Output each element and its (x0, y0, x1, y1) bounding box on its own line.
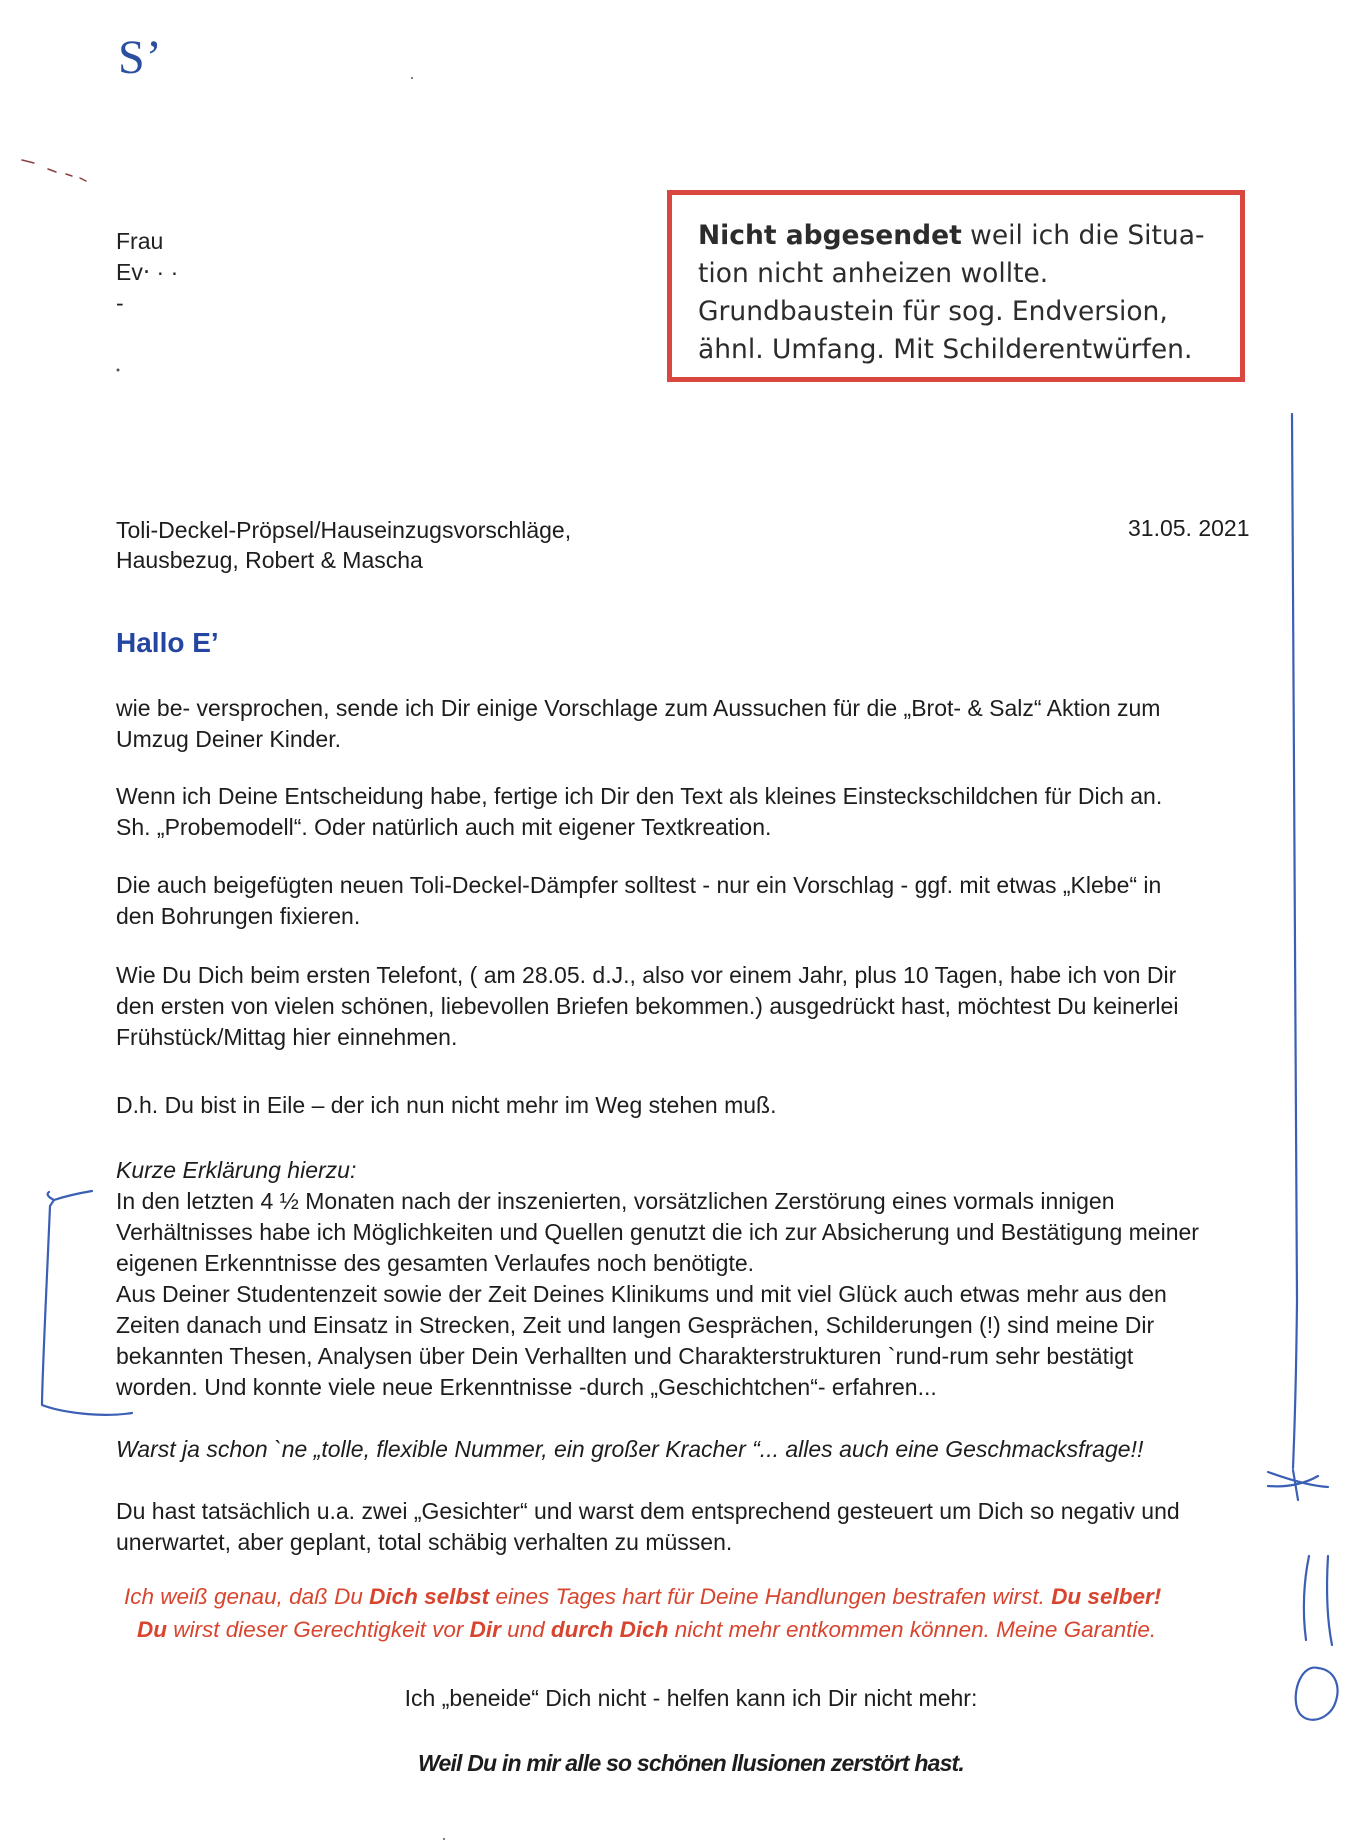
letter-date: 31.05. 2021 (1128, 515, 1250, 541)
paragraph-line: Verhältnisses habe ich Möglichkeiten und Quellen genutzt die ich zur Absicherung und Bestätigung meiner (116, 1219, 1199, 1245)
paragraph-line: bekannten Thesen, Analysen über Dein Verhallten und Charakterstrukturen `rund-rum sehr bestätigt (116, 1343, 1134, 1369)
warning-emphasis: Dir (469, 1617, 501, 1642)
bracket-tick-mark (48, 1192, 54, 1200)
warning-emphasis: durch Dich (550, 1617, 669, 1642)
recipient-line-1: Frau (116, 228, 164, 254)
closing-line-2: Weil Du in mir alle so schönen llusionen zerstört hast. (417, 1750, 965, 1776)
paragraph-line: Sh. „Probemodell“. Oder natürlich auch mit eigener Textkreation. (116, 814, 772, 840)
warning-emphasis: Dich selbst (369, 1584, 490, 1609)
paragraph-line: Wie Du Dich beim ersten Telefont, ( am 28.05. d.J., also vor einem Jahr, plus 10 Tagen, habe ich von Dir (116, 962, 1177, 988)
paragraph-line: Wenn ich Deine Entscheidung habe, fertige ich Dir den Text als kleines Einsteckschildchen für Dich an. (116, 783, 1163, 809)
recipient-line-3: - (116, 290, 124, 316)
subject-line-2: Hausbezug, Robert & Mascha (116, 547, 423, 573)
stamp-bold: Nicht abgesendet (698, 220, 962, 251)
paragraph-line: wie be- versprochen, sende ich Dir einige Vorschlage zum Aussuchen für die „Brot- & Salz“ Aktion zum (116, 695, 1161, 721)
margin-line-mark (1292, 414, 1297, 1468)
paragraph-line: worden. Und konnte viele neue Erkenntnisse -durch „Geschichtchen“- erfahren... (116, 1374, 937, 1400)
paragraph-line: eigenen Erkenntnisse des gesamten Verlaufes noch benötigte. (116, 1250, 755, 1276)
paragraph-line: unerwartet, aber geplant, total schäbig verhalten zu müssen. (116, 1529, 733, 1555)
paragraph-line: den Bohrungen fixieren. (116, 903, 361, 929)
paragraph-line: Die auch beigefügten neuen Toli-Deckel-Dämpfer solltest - nur ein Vorschlag - ggf. mit etwas „Klebe“ in (116, 872, 1162, 898)
letterhead-logo: S’ (118, 31, 163, 84)
speck-mark (443, 1838, 445, 1840)
paragraph-line: Zeiten danach und Einsatz in Strecken, Zeit und langen Gesprächen, Schilderungen (!) sind meine Dir (116, 1312, 1155, 1338)
stamp-line-2: tion nicht anheizen wollte. (698, 258, 1049, 289)
speck-mark (117, 369, 120, 372)
recipient-line-2: Ev‧ · · (116, 259, 179, 285)
subject-line-1: Toli-Deckel-Pröpsel/Hauseinzugsvorschläge, (116, 517, 572, 543)
speck-mark (411, 77, 413, 79)
stamp-line-1: weil ich die Situa- (961, 220, 1205, 251)
bracket-mark (42, 1191, 132, 1415)
stamp-line-4: ähnl. Umfang. Mit Schilderentwürfen. (698, 334, 1193, 365)
equals-mark (1304, 1556, 1332, 1645)
paragraph-line: In den letzten 4 ½ Monaten nach der inszenierten, vorsätzlichen Zerstörung eines vormals innigen (116, 1188, 1115, 1214)
warning-emphasis: Du (137, 1617, 167, 1642)
paragraph-line: Warst ja schon `ne „tolle, flexible Nummer, ein großer Kracher “... alles auch eine Geschmacksfrage!! (116, 1436, 1144, 1462)
paragraph-line: Aus Deiner Studentenzeit sowie der Zeit Deines Klinikums und mit viel Glück auch etwas mehr aus den (116, 1281, 1167, 1307)
paragraph-line: D.h. Du bist in Eile – der ich nun nicht mehr im Weg stehen muß. (116, 1092, 777, 1118)
warning-text: eines Tages hart für Deine Handlungen bestrafen wirst. (489, 1584, 1052, 1609)
arrow-mark (1268, 1470, 1328, 1500)
paragraph-line: den ersten von vielen schönen, liebevollen Briefen bekommen.) ausgedrückt hast, möchtest Du keinerlei (116, 993, 1179, 1019)
closing-line-1: Ich „beneide“ Dich nicht - helfen kann ich Dir nicht mehr: (404, 1685, 978, 1711)
scribble-mark (22, 160, 86, 181)
warning-emphasis: Du selber! (1051, 1584, 1162, 1609)
warning-text: nicht mehr entkommen können. Meine Garantie. (668, 1617, 1157, 1642)
stamp-line-3: Grundbaustein für sog. Endversion, (698, 296, 1168, 327)
warning-text: und (500, 1617, 551, 1642)
zero-mark (1296, 1668, 1338, 1720)
paragraph-line: Umzug Deiner Kinder. (116, 726, 341, 752)
paragraph-line: Du hast tatsächlich u.a. zwei „Gesichter“ und warst dem entsprechend gesteuert um Dich so negativ und (116, 1498, 1180, 1524)
paragraph-line: Frühstück/Mittag hier einnehmen. (116, 1024, 458, 1050)
warning-text: wirst dieser Gerechtigkeit vor (167, 1617, 470, 1642)
explanation-heading: Kurze Erklärung hierzu: (116, 1157, 357, 1183)
greeting: Hallo E’ (116, 627, 219, 658)
warning-text: Ich weiß genau, daß Du (124, 1584, 370, 1609)
